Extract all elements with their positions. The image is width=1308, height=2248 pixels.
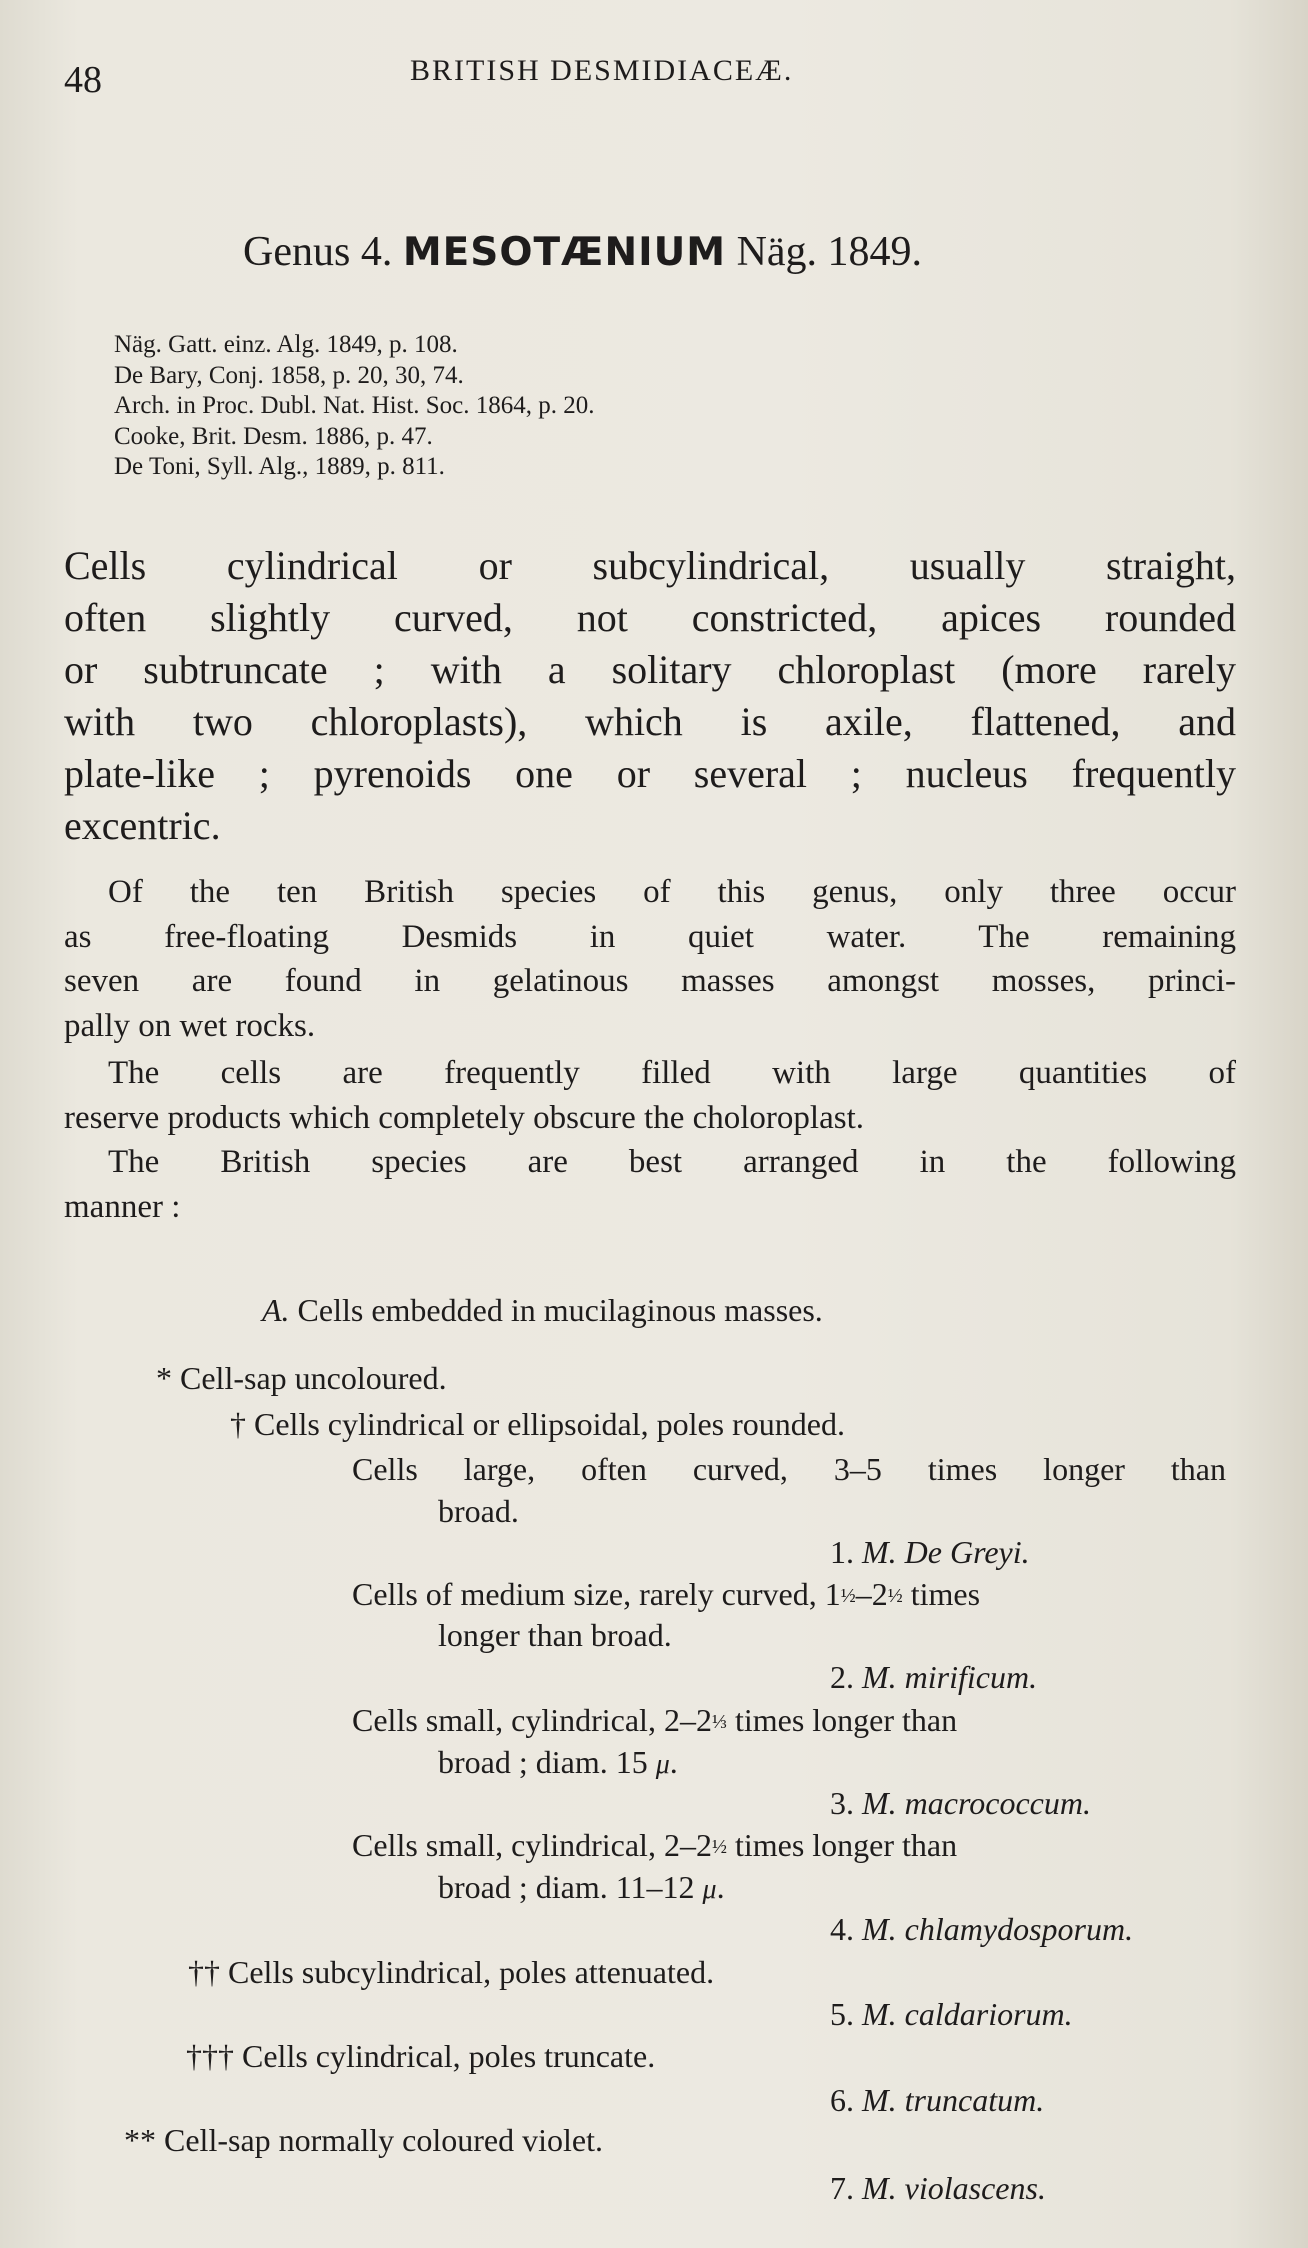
- key-star-violet: [124, 2120, 603, 2160]
- asterisk-mark: **: [124, 2122, 156, 2158]
- paragraph-line: as free-floating Desmids in quiet water. The remaining: [64, 918, 1236, 955]
- key-text: Cells cylindrical or ellipsoidal, poles rounded.: [254, 1406, 845, 1442]
- fraction: ½: [887, 1585, 903, 1607]
- key-line: [352, 1574, 980, 1616]
- key-line: broad.: [438, 1493, 519, 1529]
- species-number: 6.: [830, 2082, 854, 2118]
- species-name: M. caldariorum.: [862, 1996, 1073, 2032]
- genus-name: MESOTÆNIUM: [402, 230, 727, 275]
- species-entry: [830, 2080, 1044, 2120]
- micron-symbol: μ: [702, 1874, 717, 1905]
- key-text: broad ; diam. 11–12: [438, 1869, 695, 1905]
- description-line: often slightly curved, not constricted, apices rounded: [64, 595, 1236, 640]
- key-line: [438, 1867, 725, 1910]
- description-line: plate-like ; pyrenoids one or several ; nucleus frequently: [64, 751, 1236, 796]
- genus-authority: Näg. 1849.: [736, 229, 923, 275]
- genus-prefix: Genus 4.: [243, 229, 393, 275]
- description-line: excentric.: [64, 803, 221, 848]
- species-number: 5.: [830, 1996, 854, 2032]
- key-text: .: [716, 1869, 725, 1905]
- species-number: 1.: [830, 1534, 854, 1570]
- paragraph-line: The British species are best arranged in the following: [108, 1144, 1236, 1180]
- key-section-text: Cells embedded in mucilaginous masses.: [297, 1292, 823, 1328]
- species-entry: [830, 1783, 1091, 1823]
- key-text: times longer than: [726, 1827, 958, 1863]
- species-entry: [830, 1532, 1030, 1572]
- running-head: BRITISH DESMIDIACEÆ.: [410, 54, 794, 87]
- paragraph-line: reserve products which completely obscure the choloroplast.: [64, 1099, 864, 1136]
- species-name: M. truncatum.: [862, 2082, 1045, 2118]
- key-line: [438, 1742, 678, 1785]
- key-text: Cells small, cylindrical, 2–2: [352, 1702, 712, 1738]
- description-line: with two chloroplasts), which is axile, flattened, and: [64, 699, 1236, 744]
- fraction: ½: [840, 1585, 856, 1607]
- species-number: 2.: [830, 1659, 854, 1695]
- key-text: Cells cylindrical, poles truncate.: [242, 2038, 656, 2074]
- reference-item: De Bary, Conj. 1858, p. 20, 30, 74.: [114, 361, 464, 389]
- species-number: 7.: [830, 2170, 854, 2206]
- species-name: M. violascens.: [862, 2170, 1046, 2206]
- key-dagger-attenuated: [188, 1952, 714, 1992]
- fraction: ⅓: [711, 1711, 727, 1733]
- dagger-mark: †: [230, 1406, 246, 1442]
- dagger-mark: †††: [186, 2038, 234, 2074]
- reference-item: De Toni, Syll. Alg., 1889, p. 811.: [114, 453, 445, 480]
- paragraph-line: seven are found in gelatinous masses amongst mosses, princi-: [64, 963, 1236, 999]
- key-text: Cell-sap normally coloured violet.: [164, 2122, 603, 2158]
- species-name: M. chlamydosporum.: [862, 1911, 1134, 1947]
- key-text: Cells subcylindrical, poles attenuated.: [228, 1954, 715, 1990]
- key-dagger-rounded: [230, 1404, 845, 1444]
- species-number: 3.: [830, 1785, 854, 1821]
- key-text: times longer than: [726, 1702, 958, 1738]
- key-text: Cell-sap uncoloured.: [180, 1360, 447, 1396]
- species-entry: [830, 1994, 1073, 2034]
- key-line: [352, 1825, 957, 1867]
- key-line: longer than broad.: [438, 1617, 672, 1653]
- species-entry: [830, 1909, 1133, 1949]
- fraction: ½: [711, 1836, 727, 1858]
- genus-heading: [243, 228, 922, 276]
- asterisk-mark: *: [156, 1360, 172, 1396]
- key-section-letter: A.: [262, 1292, 290, 1328]
- paragraph-species-count: [64, 870, 1236, 1048]
- paragraph-line: pally on wet rocks.: [64, 1007, 316, 1044]
- dagger-mark: ††: [188, 1954, 220, 1990]
- species-number: 4.: [830, 1911, 854, 1947]
- species-name: M. De Greyi.: [862, 1534, 1030, 1570]
- key-star-uncoloured: [156, 1358, 447, 1398]
- paragraph-line: The cells are frequently filled with large quantities of: [108, 1055, 1236, 1091]
- paragraph-arrangement: [64, 1140, 1236, 1229]
- species-name: M. macrococcum.: [862, 1785, 1091, 1821]
- micron-symbol: μ: [655, 1749, 670, 1780]
- key-line: [352, 1700, 957, 1742]
- key-dagger-truncate: [186, 2036, 655, 2076]
- species-entry: [830, 1657, 1037, 1697]
- species-name: M. mirificum.: [862, 1659, 1038, 1695]
- reference-item: Cooke, Brit. Desm. 1886, p. 47.: [114, 422, 433, 450]
- description-line: Cells cylindrical or subcylindrical, usually straight,: [64, 543, 1236, 588]
- reference-item: Näg. Gatt. einz. Alg. 1849, p. 108.: [114, 331, 458, 358]
- reference-item: Arch. in Proc. Dubl. Nat. Hist. Soc. 1864, p. 20.: [114, 392, 595, 419]
- paragraph-line: manner :: [64, 1188, 181, 1225]
- key-section-a: [262, 1290, 823, 1330]
- key-text: Cells small, cylindrical, 2–2: [352, 1827, 712, 1863]
- paragraph-reserve-products: [64, 1051, 1236, 1140]
- key-text: –2: [855, 1576, 888, 1612]
- page-number: 48: [64, 59, 102, 101]
- genus-description: [64, 540, 1236, 852]
- reference-list: [114, 330, 595, 483]
- key-text: times: [902, 1576, 981, 1612]
- paragraph-line: Of the ten British species of this genus, only three occur: [108, 874, 1236, 910]
- description-line: or subtruncate ; with a solitary chloroplast (more rarely: [64, 647, 1236, 692]
- species-entry: [830, 2168, 1046, 2208]
- key-text: Cells of medium size, rarely curved, 1: [352, 1576, 841, 1612]
- key-line: Cells large, often curved, 3–5 times longer than: [352, 1451, 1226, 1487]
- key-text: .: [669, 1744, 678, 1780]
- key-text: broad ; diam. 15: [438, 1744, 648, 1780]
